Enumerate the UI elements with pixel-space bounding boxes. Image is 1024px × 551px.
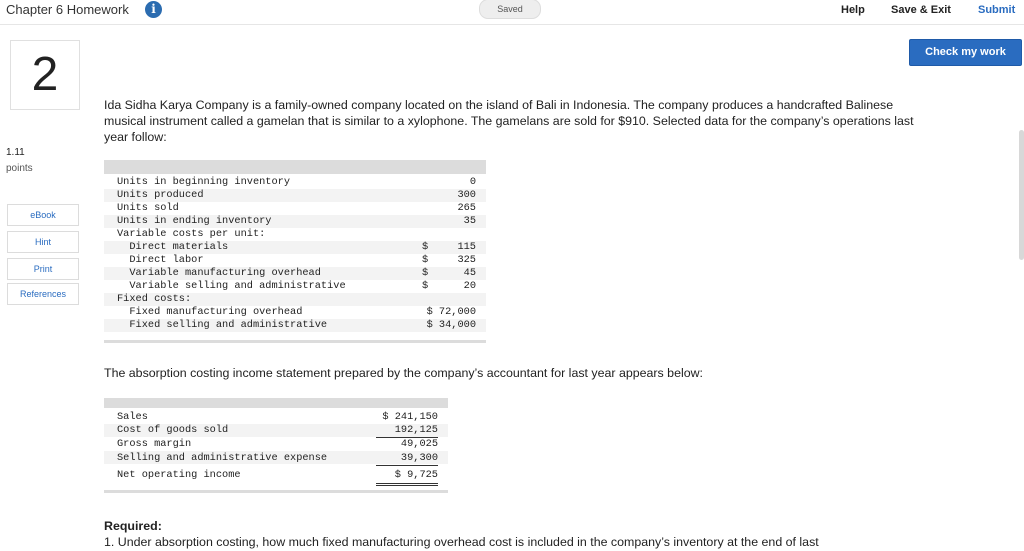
points-label: points: [6, 163, 33, 174]
saved-status-badge: Saved: [479, 0, 541, 19]
table-row: Units sold 265: [117, 202, 476, 214]
table-row: Sales $ 241,150: [117, 411, 438, 423]
table-row: Variable costs per unit:: [117, 228, 266, 240]
table-row: Fixed manufacturing overhead $ 72,000: [117, 306, 476, 318]
absorption-intro-text: The absorption costing income statement prepared by the company’s accountant for last year appears below:: [104, 366, 703, 380]
submit-button[interactable]: Submit: [978, 4, 1016, 16]
table-row: Cost of goods sold 192,125: [117, 424, 438, 436]
table-row: Direct labor $ 325: [117, 254, 476, 266]
info-icon[interactable]: i: [145, 1, 162, 18]
ebook-button[interactable]: eBook: [7, 204, 79, 226]
table-row: Units in beginning inventory 0: [117, 176, 476, 188]
table-row: Direct materials $ 115: [117, 241, 476, 253]
table-header-bar: [104, 160, 486, 174]
question-intro-text: Ida Sidha Karya Company is a family-owned company located on the island of Bali in Indonesia. The company produces a handcrafted Balinese musical instrument called a gamelan that is similar to a xylophone. The gamelans are sold for $910. Selected data for the company’s operations last year follow:: [104, 98, 914, 144]
table-row: Net operating income $ 9,725: [117, 469, 438, 481]
check-my-work-button[interactable]: Check my work: [909, 39, 1022, 66]
points-value: 1.11: [6, 147, 25, 158]
table-header-bar: [104, 398, 448, 408]
question-number: 2: [10, 40, 80, 110]
table-row: Gross margin 49,025: [117, 438, 438, 450]
table-row: Fixed selling and administrative $ 34,000: [117, 319, 476, 331]
table-row: Units in ending inventory 35: [117, 215, 476, 227]
required-heading: Required:: [104, 519, 162, 533]
top-bar: [0, 0, 1024, 25]
company-data-table: [104, 160, 486, 346]
table-row: Selling and administrative expense 39,300: [117, 452, 438, 464]
references-button[interactable]: References: [7, 283, 79, 305]
print-button[interactable]: Print: [7, 258, 79, 280]
income-statement-table: [104, 398, 448, 498]
table-row: Variable manufacturing overhead $ 45: [117, 267, 476, 279]
hint-button[interactable]: Hint: [7, 231, 79, 253]
table-row: Units produced 300: [117, 189, 476, 201]
assignment-title: Chapter 6 Homework: [6, 2, 129, 17]
table-row: Fixed costs:: [117, 293, 192, 305]
required-question-1: 1. Under absorption costing, how much fixed manufacturing overhead cost is included in the company’s inventory at the end of last: [104, 535, 819, 549]
table-footer-bar: [104, 340, 486, 343]
help-button[interactable]: Help: [841, 4, 865, 16]
save-exit-button[interactable]: Save & Exit: [891, 4, 951, 16]
scrollbar[interactable]: [1019, 130, 1024, 260]
table-footer-bar: [104, 490, 448, 493]
table-row: Variable selling and administrative $ 20: [117, 280, 476, 292]
